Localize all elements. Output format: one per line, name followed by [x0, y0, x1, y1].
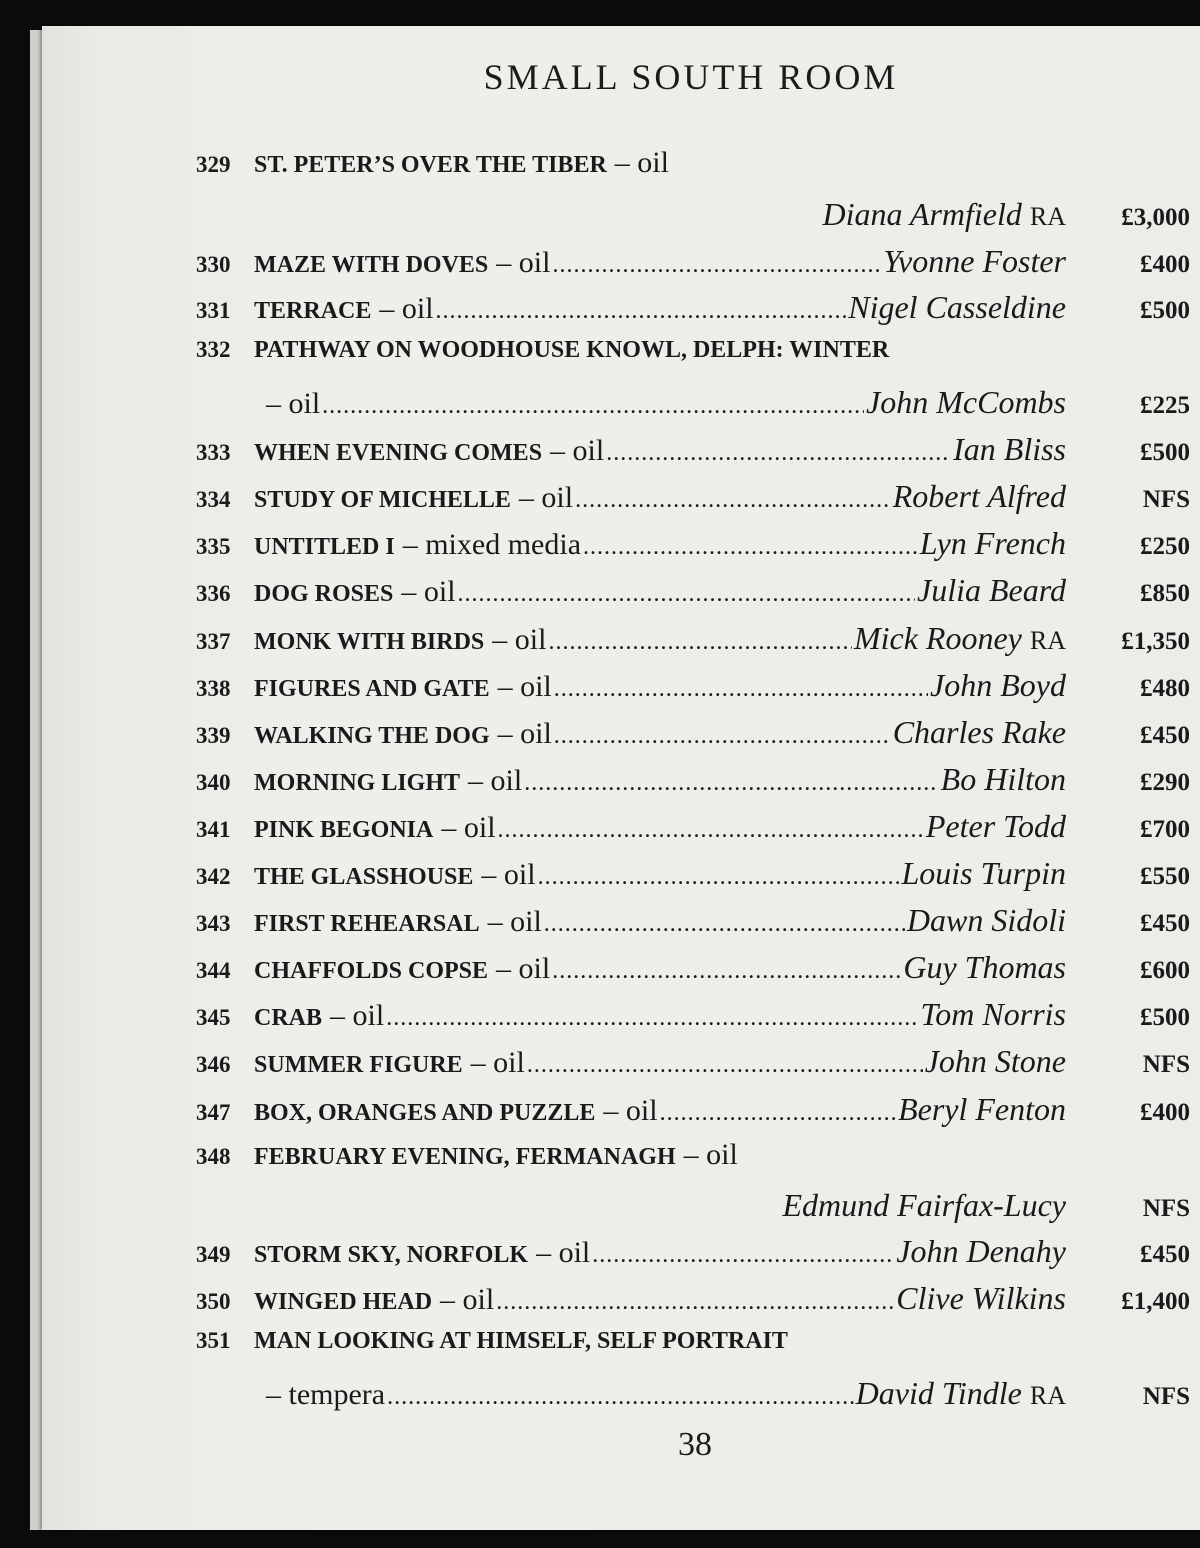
catalogue-entry-332 — [196, 337, 1190, 371]
entry-medium: – oil — [603, 1094, 658, 1127]
entry-title: FEBRUARY EVENING, FERMANAGH — [254, 1144, 676, 1170]
entry-title: MONK WITH BIRDS — [254, 629, 485, 655]
leader-dots — [544, 911, 905, 938]
entry-title: CRAB — [254, 1005, 323, 1031]
entry-price: £1,400 — [1121, 1288, 1190, 1315]
entry-price: £700 — [1140, 816, 1190, 843]
entry-title: WHEN EVENING COMES — [254, 440, 543, 466]
entry-number: 332 — [196, 337, 231, 362]
catalogue-entry-329 — [196, 146, 1190, 180]
entry-number: 336 — [196, 581, 231, 606]
leader-dots — [386, 1005, 918, 1032]
entry-number: 331 — [196, 298, 231, 323]
entry-medium: – oil — [266, 387, 321, 420]
catalogue-entry-351-continuation — [196, 1375, 1190, 1409]
entry-medium: – oil — [441, 811, 496, 844]
catalogue-entry-344 — [196, 949, 1190, 983]
entry-artist: Edmund Fairfax-Lucy — [782, 1187, 1066, 1223]
catalogue-entry-330 — [196, 243, 1190, 277]
entry-number: 351 — [196, 1328, 231, 1353]
entry-title: TERRACE — [254, 298, 372, 324]
entry-number: 346 — [196, 1052, 231, 1077]
entry-medium: – oil — [536, 1236, 591, 1269]
entry-artist: Ian Bliss — [953, 431, 1066, 467]
entry-price: £500 — [1140, 297, 1190, 324]
catalogue-entry-339 — [196, 714, 1190, 748]
entry-price: £400 — [1140, 251, 1190, 278]
catalogue-entry-346 — [196, 1043, 1190, 1077]
leader-dots — [583, 534, 918, 561]
entry-price: £600 — [1140, 957, 1190, 984]
entry-price: £850 — [1140, 580, 1190, 607]
entry-artist: Yvonne Foster — [883, 243, 1066, 279]
leader-dots — [322, 393, 864, 420]
leader-dots — [524, 770, 938, 797]
catalogue-entry-329-artist-line — [196, 196, 1190, 230]
entry-price: NFS — [1142, 1051, 1190, 1078]
entry-number: 350 — [196, 1289, 231, 1314]
entry-artist: Beryl Fenton — [898, 1091, 1066, 1127]
leader-dots — [498, 817, 924, 844]
leader-dots — [552, 958, 901, 985]
catalogue-entry-347 — [196, 1091, 1190, 1125]
entry-artist: Peter Todd — [925, 808, 1066, 844]
entry-price: £480 — [1140, 675, 1190, 702]
entry-title: SUMMER FIGURE — [254, 1052, 463, 1078]
entry-medium: – oil — [496, 952, 551, 985]
leader-dots — [436, 298, 847, 325]
entry-number: 335 — [196, 534, 231, 559]
entry-price: NFS — [1142, 486, 1190, 513]
entry-medium: – oil — [497, 670, 552, 703]
catalogue-entry-331 — [196, 289, 1190, 323]
entry-number: 330 — [196, 252, 231, 277]
catalogue-entry-351 — [196, 1328, 1190, 1362]
leader-dots — [548, 629, 852, 656]
leader-dots — [387, 1384, 854, 1411]
leader-dots — [554, 723, 891, 750]
catalogue-entry-337 — [196, 620, 1190, 654]
entry-title: MAZE WITH DOVES — [254, 252, 489, 278]
entry-number: 341 — [196, 817, 231, 842]
entry-price: £500 — [1140, 1004, 1190, 1031]
entry-medium: – oil — [497, 717, 552, 750]
entry-ra: RA — [1029, 626, 1066, 655]
leader-dots — [554, 676, 928, 703]
entry-artist: Dawn Sidoli — [906, 902, 1066, 938]
entry-artist: John McCombs — [866, 384, 1066, 420]
entry-title: FIGURES AND GATE — [254, 676, 490, 702]
catalogue-entry-341 — [196, 808, 1190, 842]
entry-medium: – oil — [468, 764, 523, 797]
entry-number: 337 — [196, 629, 231, 654]
entry-number: 342 — [196, 864, 231, 889]
entry-price: £450 — [1140, 910, 1190, 937]
entry-price: £400 — [1140, 1099, 1190, 1126]
entry-title: BOX, ORANGES AND PUZZLE — [254, 1100, 596, 1126]
entry-medium: – oil — [379, 292, 434, 325]
entry-title: PATHWAY ON WOODHOUSE KNOWL, DELPH: WINTER — [254, 337, 890, 363]
entry-medium: – oil — [492, 623, 547, 656]
entry-price: NFS — [1142, 1383, 1190, 1410]
entry-title: THE GLASSHOUSE — [254, 864, 474, 890]
entry-number: 345 — [196, 1005, 231, 1030]
entry-price: £3,000 — [1121, 204, 1190, 231]
entry-title: WALKING THE DOG — [254, 723, 490, 749]
entry-artist: Mick Rooney — [853, 620, 1022, 656]
entry-number: 329 — [196, 152, 231, 177]
leader-dots — [606, 440, 951, 467]
leader-dots — [660, 1100, 897, 1127]
entry-medium: – mixed media — [402, 528, 582, 561]
entry-artist: Bo Hilton — [940, 761, 1066, 797]
leader-dots — [458, 581, 915, 608]
catalogue-entry-334 — [196, 478, 1190, 512]
entry-artist: Charles Rake — [892, 714, 1066, 750]
entry-medium: – oil — [470, 1046, 525, 1079]
entry-medium: – tempera — [266, 1378, 386, 1411]
entry-title: MAN LOOKING AT HIMSELF, SELF PORTRAIT — [254, 1328, 788, 1354]
entry-artist: Louis Turpin — [901, 855, 1066, 891]
entry-medium: – oil — [440, 1283, 495, 1316]
entry-title: MORNING LIGHT — [254, 770, 461, 796]
entry-price: £550 — [1140, 863, 1190, 890]
entry-price: £500 — [1140, 439, 1190, 466]
entry-medium: – oil — [683, 1138, 738, 1171]
entry-artist: Diana Armfield — [822, 196, 1022, 232]
entry-number: 340 — [196, 770, 231, 795]
catalogue-entry-349 — [196, 1233, 1190, 1267]
entry-number: 334 — [196, 487, 231, 512]
entry-medium: – oil — [481, 858, 536, 891]
room-title: SMALL SOUTH ROOM — [483, 57, 899, 97]
entry-artist: David Tindle — [855, 1375, 1022, 1411]
catalogue-entry-338 — [196, 667, 1190, 701]
catalogue-entry-340 — [196, 761, 1190, 795]
entry-number: 339 — [196, 723, 231, 748]
entry-medium: – oil — [401, 575, 456, 608]
catalogue-entry-350 — [196, 1280, 1190, 1314]
entry-ra: RA — [1029, 202, 1066, 231]
entry-title: ST. PETER’S OVER THE TIBER — [254, 152, 607, 178]
entry-number: 343 — [196, 911, 231, 936]
entry-artist: Guy Thomas — [903, 949, 1066, 985]
entry-number: 338 — [196, 676, 231, 701]
entry-title: STUDY OF MICHELLE — [254, 487, 511, 513]
entry-medium: – oil — [614, 146, 669, 179]
entry-price: £225 — [1140, 392, 1190, 419]
entry-artist: Robert Alfred — [892, 478, 1066, 514]
entry-number: 344 — [196, 958, 231, 983]
entry-medium: – oil — [330, 999, 385, 1032]
entry-artist: John Denahy — [896, 1233, 1066, 1269]
entry-artist: Lyn French — [919, 525, 1066, 561]
entry-title: STORM SKY, NORFOLK — [254, 1242, 529, 1268]
catalogue-entry-335 — [196, 525, 1190, 559]
entry-price: £250 — [1140, 533, 1190, 560]
entry-number: 333 — [196, 440, 231, 465]
entry-title: DOG ROSES — [254, 581, 394, 607]
catalogue-entry-333 — [196, 431, 1190, 465]
entry-artist: John Stone — [924, 1043, 1066, 1079]
leader-dots — [527, 1052, 923, 1079]
entry-title: FIRST REHEARSAL — [254, 911, 480, 937]
entry-title: UNTITLED I — [254, 534, 395, 560]
leader-dots — [552, 252, 881, 279]
entry-artist: John Boyd — [930, 667, 1066, 703]
entry-artist: Julia Beard — [917, 572, 1066, 608]
entry-artist: Tom Norris — [920, 996, 1066, 1032]
entry-title: WINGED HEAD — [254, 1289, 433, 1315]
catalogue-entry-332-continuation — [196, 384, 1190, 418]
leader-dots — [538, 864, 900, 891]
entry-medium: – oil — [518, 481, 574, 514]
entry-title: CHAFFOLDS COPSE — [254, 958, 489, 984]
entry-price: NFS — [1142, 1195, 1190, 1222]
entry-price: £450 — [1140, 1241, 1190, 1268]
catalogue-entry-348 — [196, 1138, 1190, 1172]
entry-artist: Clive Wilkins — [896, 1280, 1066, 1316]
entry-medium: – oil — [496, 246, 551, 279]
catalogue-entry-336 — [196, 572, 1190, 606]
entry-price: £290 — [1140, 769, 1190, 796]
page-number: 38 — [678, 1426, 712, 1463]
entry-number: 349 — [196, 1242, 231, 1267]
entry-number: 348 — [196, 1144, 231, 1169]
catalogue-entry-343 — [196, 902, 1190, 936]
entry-artist: Nigel Casseldine — [848, 289, 1066, 325]
catalogue-entry-342 — [196, 855, 1190, 889]
entry-ra: RA — [1029, 1381, 1066, 1410]
entry-price: £450 — [1140, 722, 1190, 749]
catalogue-entry-345 — [196, 996, 1190, 1030]
entry-number: 347 — [196, 1100, 231, 1125]
entry-price: £1,350 — [1121, 628, 1190, 655]
catalogue-entry-348-artist-line — [196, 1187, 1190, 1221]
entry-medium: – oil — [487, 905, 542, 938]
leader-dots — [592, 1242, 894, 1269]
leader-dots — [575, 487, 891, 514]
entry-title: PINK BEGONIA — [254, 817, 434, 843]
leader-dots — [496, 1289, 894, 1316]
entry-medium: – oil — [550, 434, 605, 467]
